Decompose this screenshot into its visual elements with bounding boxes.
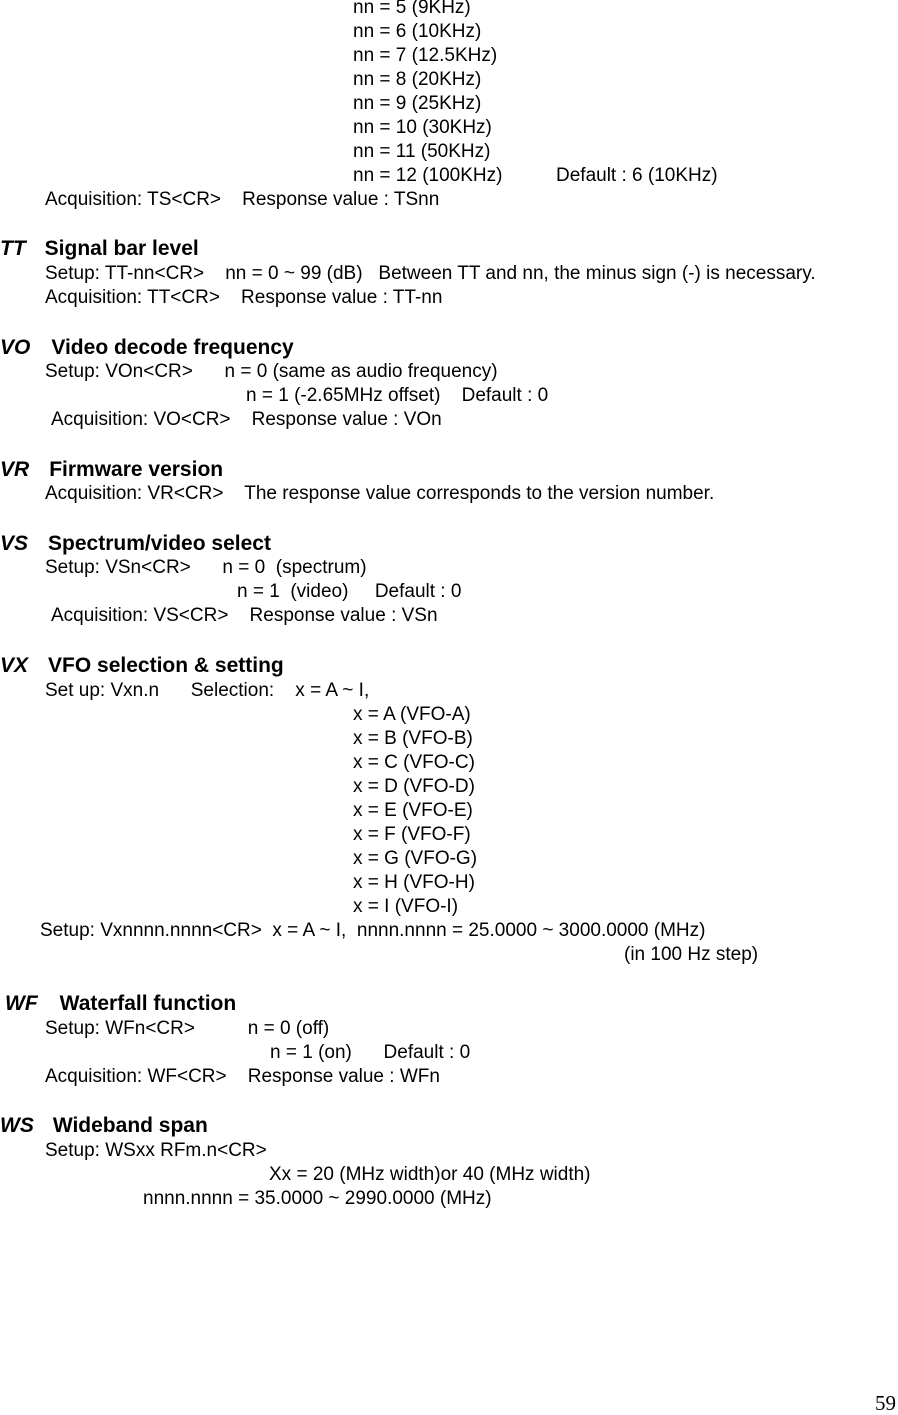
vx-option-line: x = E (VFO-E)	[353, 800, 473, 821]
tt-acquisition: Acquisition: TT<CR> Response value : TT-nn	[45, 287, 443, 308]
ts-value-line: nn = 10 (30KHz)	[353, 117, 492, 138]
vx-code: VX	[0, 654, 29, 677]
vo-heading	[0, 335, 294, 361]
ts-value-line: nn = 11 (50KHz)	[353, 141, 491, 162]
vx-option-line: x = I (VFO-I)	[353, 896, 459, 917]
vx-option-line: x = B (VFO-B)	[353, 728, 473, 749]
ts-acquisition: Acquisition: TS<CR> Response value : TSnn	[45, 189, 440, 210]
ts-value-line: nn = 5 (9KHz)	[353, 0, 471, 18]
vr-code: VR	[0, 458, 30, 481]
vx-setup: Set up: Vxn.n Selection: x = A ~ I,	[45, 680, 370, 701]
ws-xx-range: Xx = 20 (MHz width)or 40 (MHz width)	[269, 1164, 591, 1185]
wf-title: Waterfall function	[59, 992, 237, 1015]
wf-setup: Setup: WFn<CR> n = 0 (off)	[45, 1018, 330, 1039]
ts-value-line: nn = 7 (12.5KHz)	[353, 45, 498, 66]
wf-acquisition: Acquisition: WF<CR> Response value : WFn	[45, 1066, 440, 1087]
vx-step-note: (in 100 Hz step)	[624, 944, 759, 965]
vo-setup: Setup: VOn<CR> n = 0 (same as audio frequency)	[45, 361, 498, 382]
vs-setup: Setup: VSn<CR> n = 0 (spectrum)	[45, 557, 367, 578]
vs-acquisition: Acquisition: VS<CR> Response value : VSn	[51, 605, 438, 626]
vs-heading	[0, 531, 271, 557]
page-number: 59	[875, 1391, 896, 1415]
ws-setup: Setup: WSxx RFm.n<CR>	[45, 1140, 267, 1161]
vo-option: n = 1 (-2.65MHz offset) Default : 0	[246, 385, 549, 406]
tt-title: Signal bar level	[44, 237, 199, 260]
vr-acquisition: Acquisition: VR<CR> The response value corresponds to the version number.	[45, 483, 715, 504]
vx-title: VFO selection & setting	[48, 654, 284, 677]
ts-value-line: nn = 12 (100KHz)	[353, 165, 503, 186]
ws-frequency-range: nnnn.nnnn = 35.0000 ~ 2990.0000 (MHz)	[143, 1188, 492, 1209]
vo-acquisition: Acquisition: VO<CR> Response value : VOn	[51, 409, 442, 430]
vs-title: Spectrum/video select	[48, 532, 271, 555]
tt-heading	[0, 236, 199, 262]
vo-code: VO	[0, 336, 31, 359]
wf-code: WF	[5, 992, 38, 1015]
vx-option-line: x = G (VFO-G)	[353, 848, 478, 869]
ws-heading	[0, 1113, 208, 1139]
ts-default: Default : 6 (10KHz)	[556, 165, 718, 186]
ws-code: WS	[0, 1114, 34, 1137]
ts-value-line: nn = 9 (25KHz)	[353, 93, 482, 114]
vx-option-line: x = C (VFO-C)	[353, 752, 475, 773]
vx-option-line: x = H (VFO-H)	[353, 872, 475, 893]
ts-value-line: nn = 8 (20KHz)	[353, 69, 482, 90]
vx-option-line: x = D (VFO-D)	[353, 776, 475, 797]
vx-heading	[0, 653, 284, 679]
ts-value-line: nn = 6 (10KHz)	[353, 21, 482, 42]
ws-title: Wideband span	[52, 1114, 208, 1137]
tt-code: TT	[0, 237, 26, 260]
wf-option: n = 1 (on) Default : 0	[270, 1042, 471, 1063]
wf-heading	[5, 991, 236, 1017]
vx-option-line: x = A (VFO-A)	[353, 704, 471, 725]
vx-setup-frequency: Setup: Vxnnnn.nnnn<CR> x = A ~ I, nnnn.nnnn = 25.0000 ~ 3000.0000 (MHz)	[40, 920, 706, 941]
vr-title: Firmware version	[49, 458, 224, 481]
vx-option-line: x = F (VFO-F)	[353, 824, 471, 845]
vo-title: Video decode frequency	[51, 336, 294, 359]
vr-heading	[0, 457, 223, 483]
vs-code: VS	[0, 532, 29, 555]
tt-setup: Setup: TT-nn<CR> nn = 0 ~ 99 (dB) Between TT and nn, the minus sign (-) is necessary.	[45, 263, 816, 284]
vs-option: n = 1 (video) Default : 0	[237, 581, 462, 602]
